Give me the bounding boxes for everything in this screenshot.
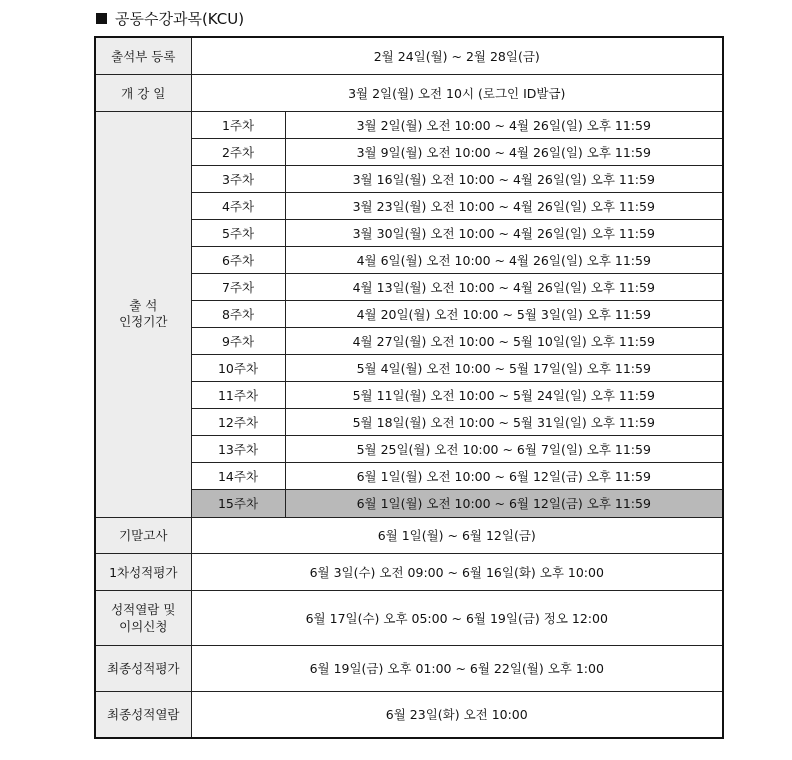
week-label: 3주차 [191, 165, 285, 192]
week-label: 2주차 [191, 138, 285, 165]
week-label: 12주차 [191, 408, 285, 435]
week-label: 4주차 [191, 192, 285, 219]
week-period: 3월 23일(월) 오전 10:00 ~ 4월 26일(일) 오후 11:59 [285, 192, 723, 219]
week-label: 11주차 [191, 381, 285, 408]
row-label: 최종성적열람 [95, 691, 191, 738]
section-title-text: 공동수강과목(KCU) [115, 9, 245, 28]
week-label: 6주차 [191, 246, 285, 273]
week-period: 4월 13일(월) 오전 10:00 ~ 4월 26일(일) 오후 11:59 [285, 273, 723, 300]
row-label: 기말고사 [95, 517, 191, 553]
row-value: 6월 1일(월) ~ 6월 12일(금) [191, 517, 723, 553]
row-label: 출석부 등록 [95, 37, 191, 74]
week-period: 5월 25일(월) 오전 10:00 ~ 6월 7일(일) 오후 11:59 [285, 435, 723, 462]
row-label: 개 강 일 [95, 74, 191, 111]
week-label: 14주차 [191, 462, 285, 489]
row-value: 3월 2일(월) 오전 10시 (로그인 ID발급) [191, 74, 723, 111]
table-row [95, 590, 723, 645]
week-label: 10주차 [191, 354, 285, 381]
week-period: 6월 1일(월) 오전 10:00 ~ 6월 12일(금) 오후 11:59 [285, 462, 723, 489]
week-label: 8주차 [191, 300, 285, 327]
table-row [95, 517, 723, 553]
row-value: 6월 23일(화) 오전 10:00 [191, 691, 723, 738]
row-label: 1차성적평가 [95, 553, 191, 590]
week-period: 5월 4일(월) 오전 10:00 ~ 5월 17일(일) 오후 11:59 [285, 354, 723, 381]
row-label: 최종성적평가 [95, 645, 191, 691]
row-value: 2월 24일(월) ~ 2월 28일(금) [191, 37, 723, 74]
attendance-period-label: 출 석 인정기간 [95, 111, 191, 517]
week-label: 9주차 [191, 327, 285, 354]
week-period: 4월 27일(월) 오전 10:00 ~ 5월 10일(일) 오후 11:59 [285, 327, 723, 354]
week-period: 4월 6일(월) 오전 10:00 ~ 4월 26일(일) 오후 11:59 [285, 246, 723, 273]
week-label: 13주차 [191, 435, 285, 462]
table-row [95, 74, 723, 111]
week-label: 15주차 [191, 489, 285, 517]
week-period: 3월 16일(월) 오전 10:00 ~ 4월 26일(일) 오후 11:59 [285, 165, 723, 192]
table-row [95, 553, 723, 590]
square-bullet-icon [96, 13, 107, 24]
row-value: 6월 19일(금) 오후 01:00 ~ 6월 22일(월) 오후 1:00 [191, 645, 723, 691]
week-period: 3월 9일(월) 오전 10:00 ~ 4월 26일(일) 오후 11:59 [285, 138, 723, 165]
week-period: 6월 1일(월) 오전 10:00 ~ 6월 12일(금) 오후 11:59 [285, 489, 723, 517]
week-period: 5월 11일(월) 오전 10:00 ~ 5월 24일(일) 오후 11:59 [285, 381, 723, 408]
table-row [95, 645, 723, 691]
week-period: 5월 18일(월) 오전 10:00 ~ 5월 31일(일) 오후 11:59 [285, 408, 723, 435]
table-row [95, 37, 723, 74]
week-period: 3월 30일(월) 오전 10:00 ~ 4월 26일(일) 오후 11:59 [285, 219, 723, 246]
week-period: 4월 20일(월) 오전 10:00 ~ 5월 3일(일) 오후 11:59 [285, 300, 723, 327]
week-label: 1주차 [191, 111, 285, 138]
week-label: 5주차 [191, 219, 285, 246]
section-title [96, 6, 244, 30]
row-label: 성적열람 및 이의신청 [95, 590, 191, 645]
table-row [95, 691, 723, 738]
schedule-table [94, 36, 724, 739]
week-row [95, 111, 723, 138]
row-value: 6월 17일(수) 오후 05:00 ~ 6월 19일(금) 정오 12:00 [191, 590, 723, 645]
row-value: 6월 3일(수) 오전 09:00 ~ 6월 16일(화) 오후 10:00 [191, 553, 723, 590]
week-period: 3월 2일(월) 오전 10:00 ~ 4월 26일(일) 오후 11:59 [285, 111, 723, 138]
week-label: 7주차 [191, 273, 285, 300]
